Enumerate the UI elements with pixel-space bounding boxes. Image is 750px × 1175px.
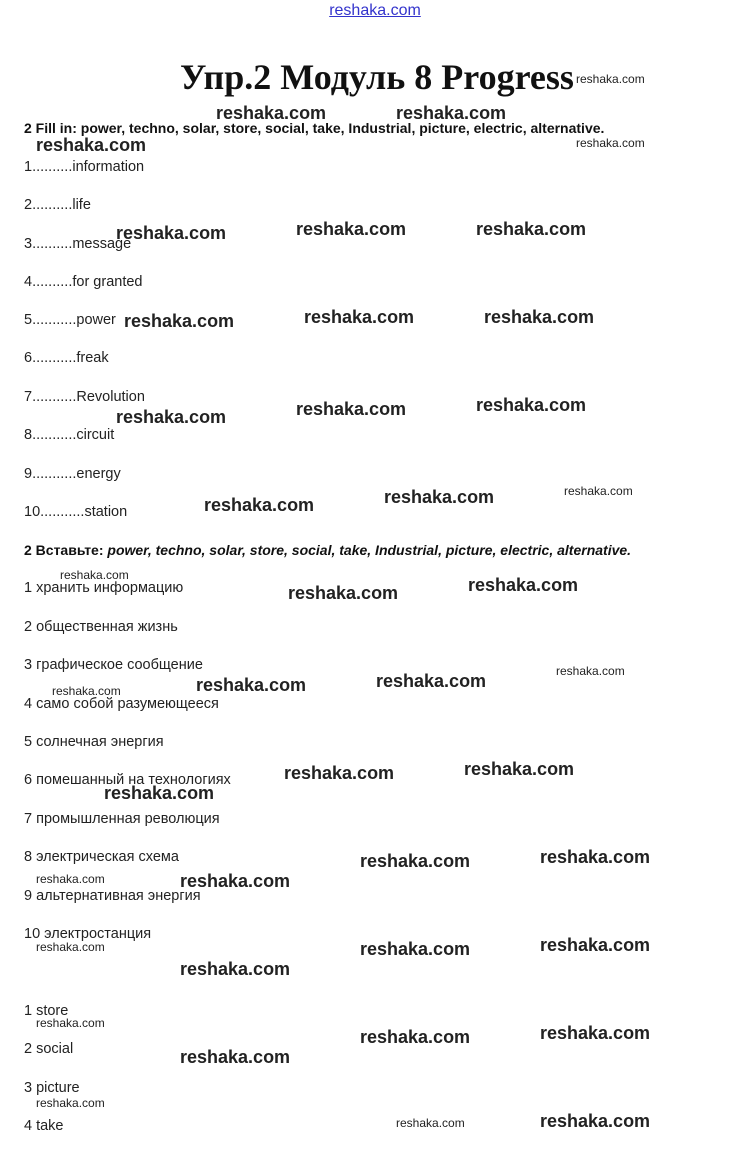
watermark: reshaka.com <box>36 1096 105 1110</box>
section1-heading: 2 Fill in: power, techno, solar, store, social, take, Industrial, picture, electric, alternative. <box>24 120 605 136</box>
watermark: reshaka.com <box>180 959 291 979</box>
list-item: 2 общественная жизнь <box>24 619 178 635</box>
section2-heading-prefix: 2 Вставьте: <box>24 542 108 558</box>
watermark: reshaka.com <box>216 103 327 123</box>
watermark: reshaka.com <box>296 399 407 419</box>
watermark: reshaka.com <box>116 407 227 427</box>
watermark: reshaka.com <box>476 219 587 239</box>
answer-item: 4 take <box>24 1118 64 1134</box>
watermark: reshaka.com <box>384 487 495 507</box>
list-item: 5 солнечная энергия <box>24 734 164 750</box>
watermark: reshaka.com <box>36 940 105 954</box>
watermark: reshaka.com <box>540 1111 651 1131</box>
watermark: reshaka.com <box>104 783 215 803</box>
watermark: reshaka.com <box>116 223 227 243</box>
page-title: Упр.2 Модуль 8 Progress <box>180 57 574 97</box>
list-item: 7 промышленная революция <box>24 811 220 827</box>
watermark: reshaka.com <box>296 219 407 239</box>
list-item: 3 графическое сообщение <box>24 657 203 673</box>
list-item: 3..........message <box>24 236 132 252</box>
watermark: reshaka.com <box>180 871 291 891</box>
watermark: reshaka.com <box>376 671 487 691</box>
list-item: 5...........power <box>24 312 116 328</box>
watermark: reshaka.com <box>468 575 579 595</box>
list-item: 10 электростанция <box>24 926 152 942</box>
list-item: 1 хранить информацию <box>24 580 184 596</box>
watermark: reshaka.com <box>204 495 315 515</box>
watermark: reshaka.com <box>360 939 471 959</box>
list-item: 6 помешанный на технологиях <box>24 772 231 788</box>
watermark: reshaka.com <box>288 583 399 603</box>
watermark: reshaka.com <box>540 847 651 867</box>
list-item: 6...........freak <box>24 350 109 366</box>
watermark: reshaka.com <box>576 136 645 150</box>
watermark: reshaka.com <box>360 1027 471 1047</box>
list-item: 8 электрическая схема <box>24 849 179 865</box>
watermark: reshaka.com <box>284 763 395 783</box>
watermark: reshaka.com <box>464 759 575 779</box>
list-item: 4 само собой разумеющееся <box>24 696 219 712</box>
watermark: reshaka.com <box>36 872 105 886</box>
site-link[interactable]: reshaka.com <box>329 2 421 19</box>
watermark: reshaka.com <box>60 568 129 582</box>
list-item: 8...........circuit <box>24 427 115 443</box>
watermark: reshaka.com <box>180 1047 291 1067</box>
watermark: reshaka.com <box>36 135 147 155</box>
watermark: reshaka.com <box>52 684 121 698</box>
watermark: reshaka.com <box>196 675 307 695</box>
watermark: reshaka.com <box>484 307 595 327</box>
watermark: reshaka.com <box>396 1116 465 1130</box>
watermark: reshaka.com <box>360 851 471 871</box>
list-item: 7...........Revolution <box>24 389 145 405</box>
list-item: 2..........life <box>24 197 91 213</box>
answer-item: 3 picture <box>24 1080 80 1096</box>
answer-item: 2 social <box>24 1041 74 1057</box>
watermark: reshaka.com <box>36 1016 105 1030</box>
watermark: reshaka.com <box>304 307 415 327</box>
section2-heading-words: power, techno, solar, store, social, take, Industrial, picture, electric, alternative. <box>107 542 632 558</box>
watermark: reshaka.com <box>556 664 625 678</box>
watermark: reshaka.com <box>576 72 645 86</box>
watermark: reshaka.com <box>540 1023 651 1043</box>
section2-heading <box>24 542 631 558</box>
list-item: 9 альтернативная энергия <box>24 888 201 904</box>
watermark: reshaka.com <box>396 103 507 123</box>
watermark: reshaka.com <box>564 484 633 498</box>
list-item: 1..........information <box>24 159 145 175</box>
list-item: 9...........energy <box>24 466 121 482</box>
watermark: reshaka.com <box>476 395 587 415</box>
list-item: 10...........station <box>24 504 128 520</box>
watermark: reshaka.com <box>124 311 235 331</box>
answer-item: 1 store <box>24 1003 69 1019</box>
watermark: reshaka.com <box>540 935 651 955</box>
list-item: 4..........for granted <box>24 274 143 290</box>
